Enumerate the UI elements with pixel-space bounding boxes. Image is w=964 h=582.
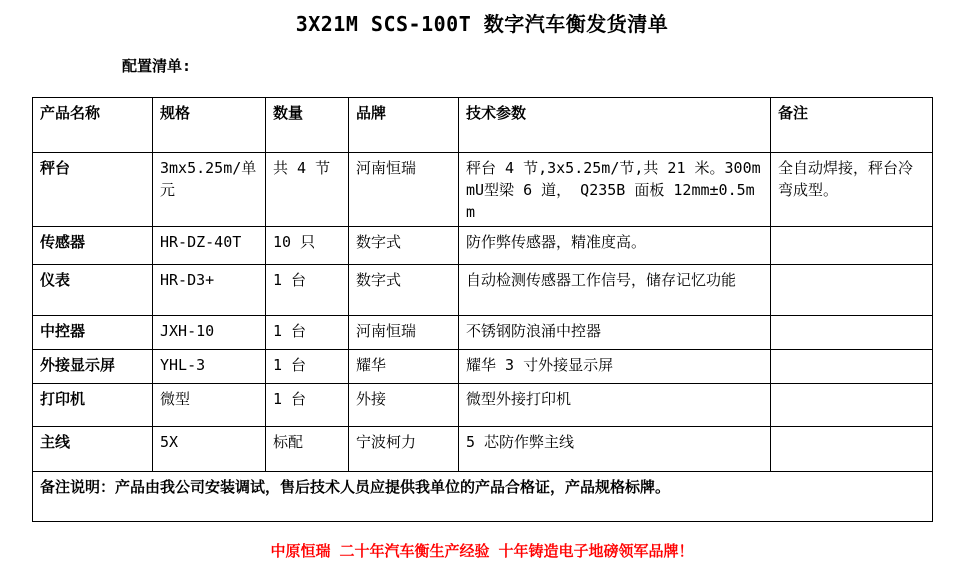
cell-product-name: 秤台 xyxy=(33,153,153,227)
cell-product-name: 中控器 xyxy=(33,316,153,350)
table-row xyxy=(33,384,933,427)
cell-spec: 5X xyxy=(153,427,266,472)
cell-brand: 耀华 xyxy=(349,350,459,384)
column-header-spec: 规格 xyxy=(153,98,266,153)
column-header-remarks: 备注 xyxy=(771,98,933,153)
cell-remarks: 全自动焊接，秤台冷弯成型。 xyxy=(771,153,933,227)
cell-tech-params: 微型外接打印机 xyxy=(459,384,771,427)
cell-tech-params: 耀华 3 寸外接显示屏 xyxy=(459,350,771,384)
cell-remarks xyxy=(771,316,933,350)
column-header-product-name: 产品名称 xyxy=(33,98,153,153)
cell-brand: 数字式 xyxy=(349,227,459,265)
table-row xyxy=(33,316,933,350)
cell-product-name: 仪表 xyxy=(33,265,153,316)
cell-quantity: 共 4 节 xyxy=(266,153,349,227)
cell-brand: 数字式 xyxy=(349,265,459,316)
cell-spec: HR-DZ-40T xyxy=(153,227,266,265)
cell-brand: 河南恒瑞 xyxy=(349,153,459,227)
table-row xyxy=(33,427,933,472)
brand-slogan: 中原恒瑞 二十年汽车衡生产经验 十年铸造电子地磅领军品牌！ xyxy=(270,542,694,560)
cell-brand: 河南恒瑞 xyxy=(349,316,459,350)
cell-remarks xyxy=(771,350,933,384)
footer-note: 备注说明：产品由我公司安装调试，售后技术人员应提供我单位的产品合格证，产品规格标牌。 xyxy=(33,472,933,522)
table-row xyxy=(33,227,933,265)
cell-quantity: 标配 xyxy=(266,427,349,472)
cell-spec: 3mx5.25m/单元 xyxy=(153,153,266,227)
cell-tech-params: 5 芯防作弊主线 xyxy=(459,427,771,472)
table-row xyxy=(33,265,933,316)
cell-remarks xyxy=(771,427,933,472)
cell-product-name: 传感器 xyxy=(33,227,153,265)
cell-brand: 外接 xyxy=(349,384,459,427)
cell-product-name: 打印机 xyxy=(33,384,153,427)
page-title: 3X21M SCS-100T 数字汽车衡发货清单 xyxy=(295,12,669,36)
cell-tech-params: 自动检测传感器工作信号，储存记忆功能 xyxy=(459,265,771,316)
cell-tech-params: 秤台 4 节,3x5.25m/节,共 21 米。300mmU型梁 6 道， Q235B 面板 12mm±0.5mm xyxy=(459,153,771,227)
column-header-tech-params: 技术参数 xyxy=(459,98,771,153)
cell-quantity: 1 台 xyxy=(266,265,349,316)
cell-quantity: 1 台 xyxy=(266,384,349,427)
table-header-row xyxy=(33,98,933,153)
cell-brand: 宁波柯力 xyxy=(349,427,459,472)
table-footer-row xyxy=(33,472,933,522)
cell-product-name: 主线 xyxy=(33,427,153,472)
config-table xyxy=(32,97,933,522)
cell-product-name: 外接显示屏 xyxy=(33,350,153,384)
cell-tech-params: 防作弊传感器，精准度高。 xyxy=(459,227,771,265)
cell-remarks xyxy=(771,227,933,265)
cell-quantity: 10 只 xyxy=(266,227,349,265)
cell-spec: JXH-10 xyxy=(153,316,266,350)
cell-quantity: 1 台 xyxy=(266,316,349,350)
cell-tech-params: 不锈钢防浪涌中控器 xyxy=(459,316,771,350)
cell-remarks xyxy=(771,384,933,427)
config-list-label: 配置清单: xyxy=(122,57,192,75)
cell-remarks xyxy=(771,265,933,316)
table-row xyxy=(33,153,933,227)
table-row xyxy=(33,350,933,384)
column-header-brand: 品牌 xyxy=(349,98,459,153)
column-header-quantity: 数量 xyxy=(266,98,349,153)
cell-spec: HR-D3+ xyxy=(153,265,266,316)
cell-spec: 微型 xyxy=(153,384,266,427)
cell-spec: YHL-3 xyxy=(153,350,266,384)
cell-quantity: 1 台 xyxy=(266,350,349,384)
